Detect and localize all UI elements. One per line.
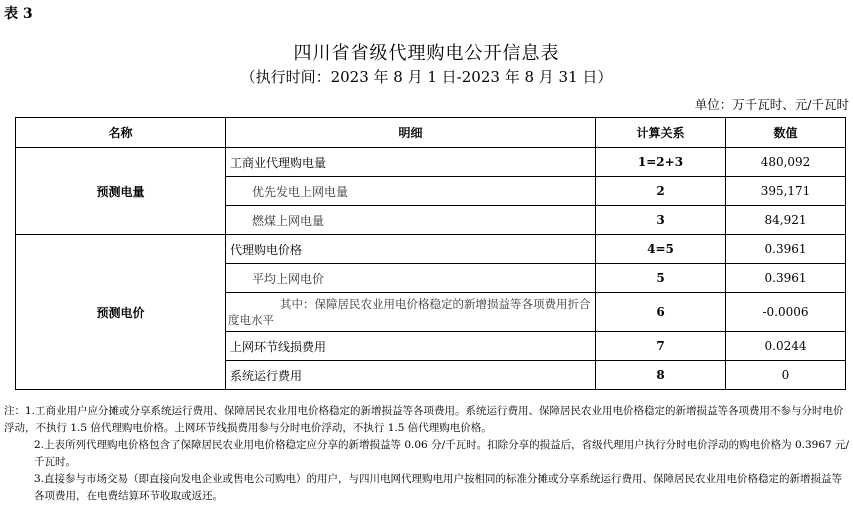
row-detail: 工商业代理购电量 <box>226 148 596 177</box>
header-detail: 明细 <box>226 118 596 148</box>
row-value: 395,171 <box>726 177 846 206</box>
header-value: 数值 <box>726 118 846 148</box>
row-detail: 代理购电价格 <box>226 235 596 264</box>
note-2: 2.上表所列代理购电价格包含了保障居民农业用电价格稳定应分享的新增损益等 0.06 分/千瓦时。扣除分享的损益后，省级代理用户执行分时电价浮动的购电价格为 0.3967 元/千瓦时。 <box>34 439 850 468</box>
table-row <box>16 235 846 264</box>
row-value: 0 <box>726 361 846 390</box>
row-calc: 5 <box>596 264 726 293</box>
row-value: 480,092 <box>726 148 846 177</box>
note-3: 3.直接参与市场交易（即直接向发电企业或售电公司购电）的用户，与四川电网代理购电用户按相同的标准分摊或分享系统运行费用、保障居民农业用电价格稳定的新增损益等各项费用，在电费结算环节收取或返还。 <box>34 473 843 502</box>
row-value: 0.3961 <box>726 235 846 264</box>
row-detail: 优先发电上网电量 <box>226 177 596 206</box>
row-detail: 其中：保障居民农业用电价格稳定的新增损益等各项费用折合度电水平 <box>226 293 596 332</box>
header-calc: 计算关系 <box>596 118 726 148</box>
row-value: 0.3961 <box>726 264 846 293</box>
header-row <box>16 118 846 148</box>
header-name: 名称 <box>16 118 226 148</box>
info-table <box>15 117 846 390</box>
page-title: 四川省省级代理购电公开信息表 <box>293 43 560 64</box>
row-calc: 1=2+3 <box>596 148 726 177</box>
table-row <box>16 148 846 177</box>
row-value: -0.0006 <box>726 293 846 332</box>
note-1: 注：1.工商业用户应分摊或分享系统运行费用、保障居民农业用电价格稳定的新增损益等各项费用。系统运行费用、保障居民农业用电价格稳定的新增损益等各项费用不参与分时电价浮动，不执行 1.5 倍代理购电价格。上网环节线损费用参与分时电价浮动，不执行 1.5 倍代理购电价格。 <box>4 405 844 434</box>
unit-label: 单位：万千瓦时、元/千瓦时 <box>694 97 849 112</box>
row-calc: 7 <box>596 332 726 361</box>
group-name-forecast-price: 预测电价 <box>16 235 226 390</box>
row-value: 84,921 <box>726 206 846 235</box>
row-calc: 3 <box>596 206 726 235</box>
row-detail: 平均上网电价 <box>226 264 596 293</box>
row-calc: 2 <box>596 177 726 206</box>
row-calc: 4=5 <box>596 235 726 264</box>
row-detail: 系统运行费用 <box>226 361 596 390</box>
page-subtitle: （执行时间：2023 年 8 月 1 日-2023 年 8 月 31 日） <box>240 68 613 86</box>
row-value: 0.0244 <box>726 332 846 361</box>
row-detail: 上网环节线损费用 <box>226 332 596 361</box>
row-detail: 燃煤上网电量 <box>226 206 596 235</box>
row-calc: 8 <box>596 361 726 390</box>
table-tag: 表 3 <box>4 6 33 22</box>
row-calc: 6 <box>596 293 726 332</box>
group-name-forecast-volume: 预测电量 <box>16 148 226 235</box>
